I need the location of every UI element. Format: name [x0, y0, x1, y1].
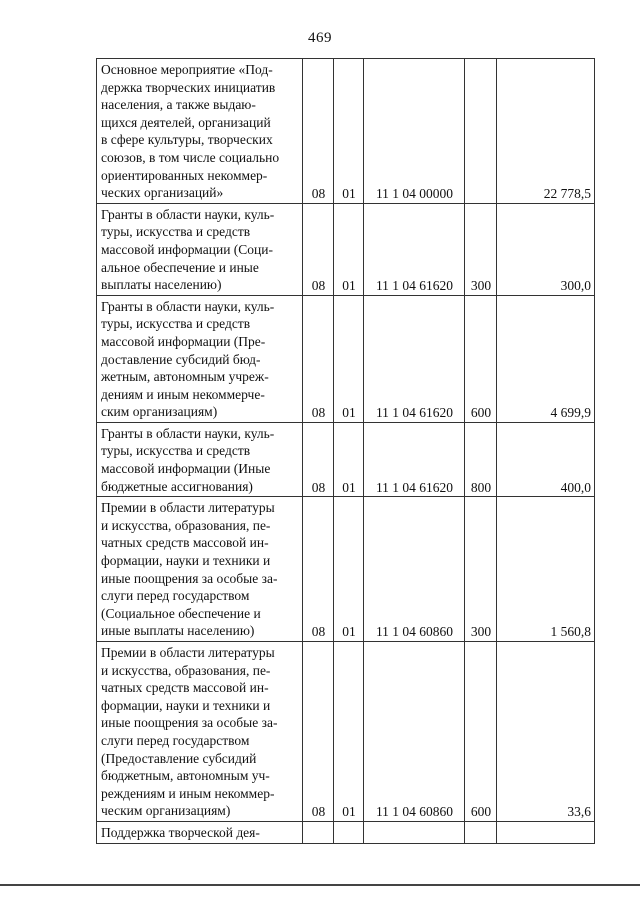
row-amount: 1 560,8 — [497, 497, 595, 642]
row-subsection-code — [334, 821, 364, 843]
page-bottom-rule — [0, 884, 640, 886]
row-section-code: 08 — [303, 203, 334, 295]
table-row — [97, 642, 595, 822]
row-name-cell: Премии в области литературы и искусства, образования, пе- чатных средств массовой ин- формации, науки и техники и иные поощрения за особые за- слуги перед государством (Социальное обеспечение и иные выплаты населению) — [97, 497, 303, 642]
row-amount: 33,6 — [497, 642, 595, 822]
row-target-article-code: 11 1 04 60860 — [364, 497, 465, 642]
row-section-code: 08 — [303, 497, 334, 642]
budget-table-body — [97, 59, 595, 844]
row-expense-type-code: 300 — [465, 203, 497, 295]
table-row — [97, 821, 595, 843]
row-section-code: 08 — [303, 642, 334, 822]
row-target-article-code: 11 1 04 61620 — [364, 422, 465, 496]
row-section-code: 08 — [303, 295, 334, 422]
row-subsection-code: 01 — [334, 642, 364, 822]
row-section-code: 08 — [303, 59, 334, 204]
row-section-code — [303, 821, 334, 843]
row-target-article-code — [364, 821, 465, 843]
row-amount: 4 699,9 — [497, 295, 595, 422]
row-expense-type-code: 300 — [465, 497, 497, 642]
budget-table — [96, 58, 595, 844]
row-expense-type-code — [465, 59, 497, 204]
table-row — [97, 203, 595, 295]
row-subsection-code: 01 — [334, 497, 364, 642]
table-row — [97, 295, 595, 422]
row-name-cell: Основное мероприятие «Под- держка творческих инициатив населения, а также выдаю- щихся деятелей, организаций в сфере культуры, творческих союзов, в том числе социально ориентированных некоммер- ческих организаций» — [97, 59, 303, 204]
table-row — [97, 497, 595, 642]
row-amount: 300,0 — [497, 203, 595, 295]
row-expense-type-code — [465, 821, 497, 843]
row-section-code: 08 — [303, 422, 334, 496]
row-name-cell: Гранты в области науки, куль- туры, искусства и средств массовой информации (Соци- альное обеспечение и иные выплаты населению) — [97, 203, 303, 295]
row-expense-type-code: 600 — [465, 642, 497, 822]
row-amount — [497, 821, 595, 843]
row-name-cell: Гранты в области науки, куль- туры, искусства и средств массовой информации (Пре- доставление субсидий бюд- жетным, автономным учреж- дениям и иным некоммерче- ским организациям) — [97, 295, 303, 422]
row-amount: 22 778,5 — [497, 59, 595, 204]
row-subsection-code: 01 — [334, 59, 364, 204]
row-subsection-code: 01 — [334, 203, 364, 295]
table-row — [97, 422, 595, 496]
row-amount: 400,0 — [497, 422, 595, 496]
row-target-article-code: 11 1 04 60860 — [364, 642, 465, 822]
row-target-article-code: 11 1 04 61620 — [364, 203, 465, 295]
row-subsection-code: 01 — [334, 295, 364, 422]
row-name-cell: Поддержка творческой дея- — [97, 821, 303, 843]
row-expense-type-code: 600 — [465, 295, 497, 422]
row-name-cell: Премии в области литературы и искусства, образования, пе- чатных средств массовой ин- формации, науки и техники и иные поощрения за особые за- слуги перед государством (Предоставление субсидий бюджетным, автономным уч- реждениям и иным некоммер- ческим организациям) — [97, 642, 303, 822]
row-subsection-code: 01 — [334, 422, 364, 496]
row-target-article-code: 11 1 04 00000 — [364, 59, 465, 204]
page-number: 469 — [308, 30, 332, 46]
row-target-article-code: 11 1 04 61620 — [364, 295, 465, 422]
row-name-cell: Гранты в области науки, куль- туры, искусства и средств массовой информации (Иные бюджетные ассигнования) — [97, 422, 303, 496]
table-row — [97, 59, 595, 204]
row-expense-type-code: 800 — [465, 422, 497, 496]
